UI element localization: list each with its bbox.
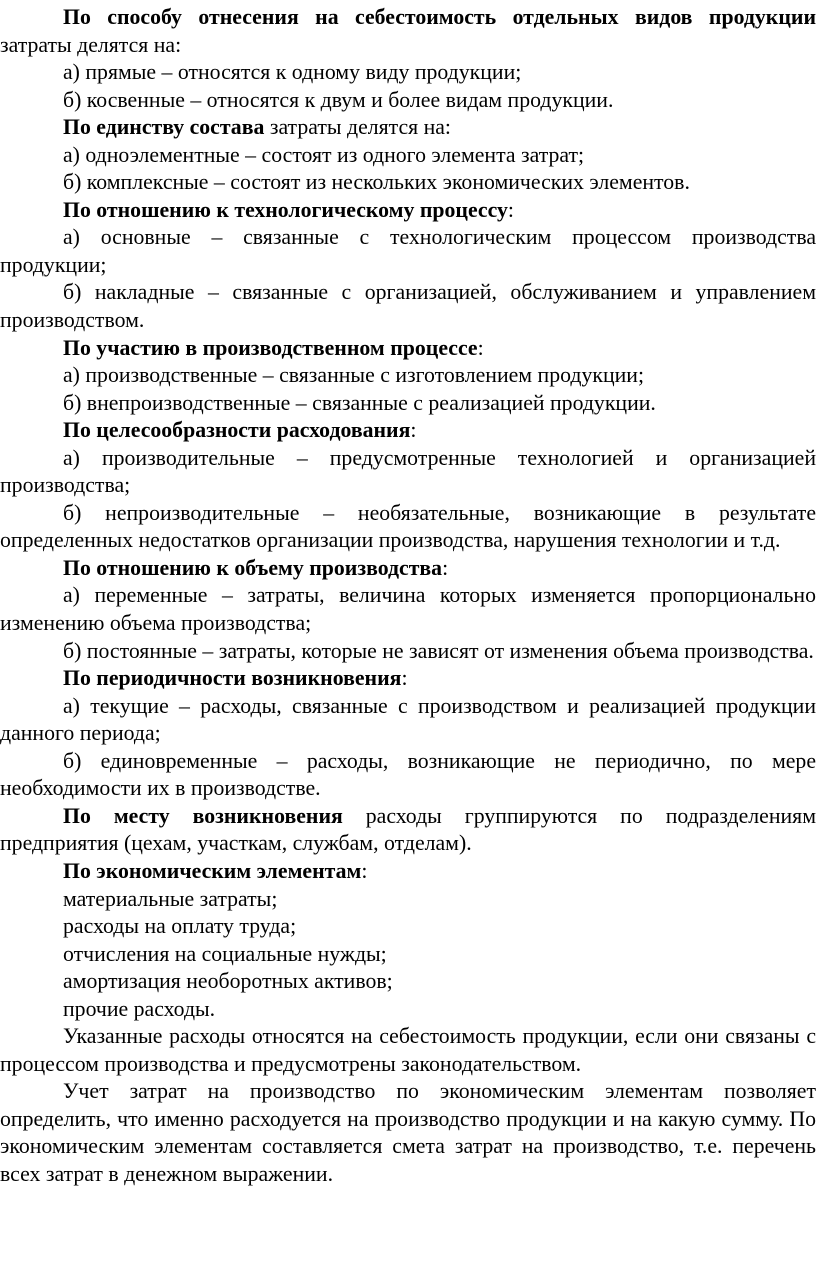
paragraph-by-composition	[0, 114, 816, 142]
paragraph-text: :	[442, 555, 449, 580]
list-item-main: а) основные – связанные с технологическим процессом производства продукции;	[0, 225, 816, 277]
list-item-depreciation: амортизация необоротных активов;	[63, 969, 393, 994]
heading-by-participation: По участию в производственном процессе	[63, 335, 478, 360]
paragraph-by-participation	[0, 335, 816, 363]
list-item-variable: а) переменные – затраты, величина которых изменяется пропорционально изменению объема производства;	[0, 583, 816, 636]
paragraph-cost-attribution-note: Указанные расходы относятся на себестоимость продукции, если они связаны с процессом производства и предусмотрены законодательством.	[0, 1024, 816, 1076]
list-item-other-costs: прочие расходы.	[63, 996, 216, 1021]
paragraph-text: :	[361, 858, 368, 883]
heading-by-tech-process: По отношению к технологическому процессу	[63, 197, 508, 222]
heading-by-place: По месту возникновения	[63, 803, 343, 828]
list-item-unproductive: б) непроизводительные – необязательные, возникающие в результате определенных недостатков организации производства, нарушения технологии и т.д.	[0, 500, 816, 553]
paragraph-text: :	[477, 335, 484, 360]
paragraph-by-economic-elements	[0, 858, 816, 886]
heading-by-periodicity: По периодичности возникновения	[63, 666, 402, 691]
list-item-overhead: б) накладные – связанные с организацией, обслуживанием и управлением производством.	[0, 280, 816, 333]
paragraph-text: затраты делятся на:	[264, 115, 451, 140]
paragraph-by-periodicity	[0, 665, 816, 693]
paragraph-by-place	[0, 803, 816, 858]
list-item-one-time: б) единовременные – расходы, возникающие не периодично, по мере необходимости их в производстве.	[0, 748, 816, 801]
heading-by-economic-elements: По экономическим элементам	[63, 858, 362, 883]
list-item-labor-costs: расходы на оплату труда;	[63, 914, 297, 939]
heading-by-expediency: По целесообразности расходования	[63, 418, 411, 443]
list-item-current: а) текущие – расходы, связанные с производством и реализацией продукции данного периода;	[0, 693, 816, 746]
paragraph-text: затраты делятся на:	[0, 32, 182, 57]
heading-by-cost-attribution: По способу отнесения на себестоимость отдельных видов продукции	[63, 5, 816, 29]
paragraph-text: :	[410, 418, 417, 443]
list-item-non-production: б) внепроизводственные – связанные с реализацией продукции.	[63, 390, 656, 415]
list-item-complex: б) комплексные – состоят из нескольких экономических элементов.	[63, 170, 690, 195]
paragraph-text: :	[401, 666, 408, 691]
paragraph-by-expediency	[0, 417, 816, 445]
list-item-social-contributions: отчисления на социальные нужды;	[63, 941, 387, 966]
heading-by-composition: По единству состава	[63, 115, 265, 140]
list-item-direct: а) прямые – относятся к одному виду продукции;	[63, 60, 522, 85]
list-item-production: а) производственные – связанные с изготовлением продукции;	[63, 363, 645, 388]
document-page	[0, 4, 816, 1189]
list-item-material-costs: материальные затраты;	[63, 886, 278, 911]
list-item-fixed: б) постоянные – затраты, которые не зависят от изменения объема производства.	[63, 638, 814, 663]
heading-by-volume: По отношению к объему производства	[63, 555, 443, 580]
list-item-productive: а) производительные – предусмотренные технологией и организацией производства;	[0, 445, 816, 498]
paragraph-by-tech-process	[0, 197, 816, 225]
paragraph-cost-estimate: Учет затрат на производство по экономическим элементам позволяет определить, что именно расходуется на производство продукции и на какую сумму. По экономическим элементам составляется смета затрат на производство, т.е. перечень всех затрат в денежном выражении.	[0, 1079, 816, 1186]
paragraph-text: расходы группируются по подразделениям предприятия (цехам, участкам, службам, отделам).	[0, 803, 816, 856]
paragraph-by-cost-attribution	[0, 4, 816, 59]
list-item-single-element: а) одноэлементные – состоят из одного элемента затрат;	[63, 142, 585, 167]
paragraph-text: :	[507, 197, 514, 222]
list-item-indirect: б) косвенные – относятся к двум и более видам продукции.	[63, 87, 614, 112]
paragraph-by-volume	[0, 555, 816, 583]
